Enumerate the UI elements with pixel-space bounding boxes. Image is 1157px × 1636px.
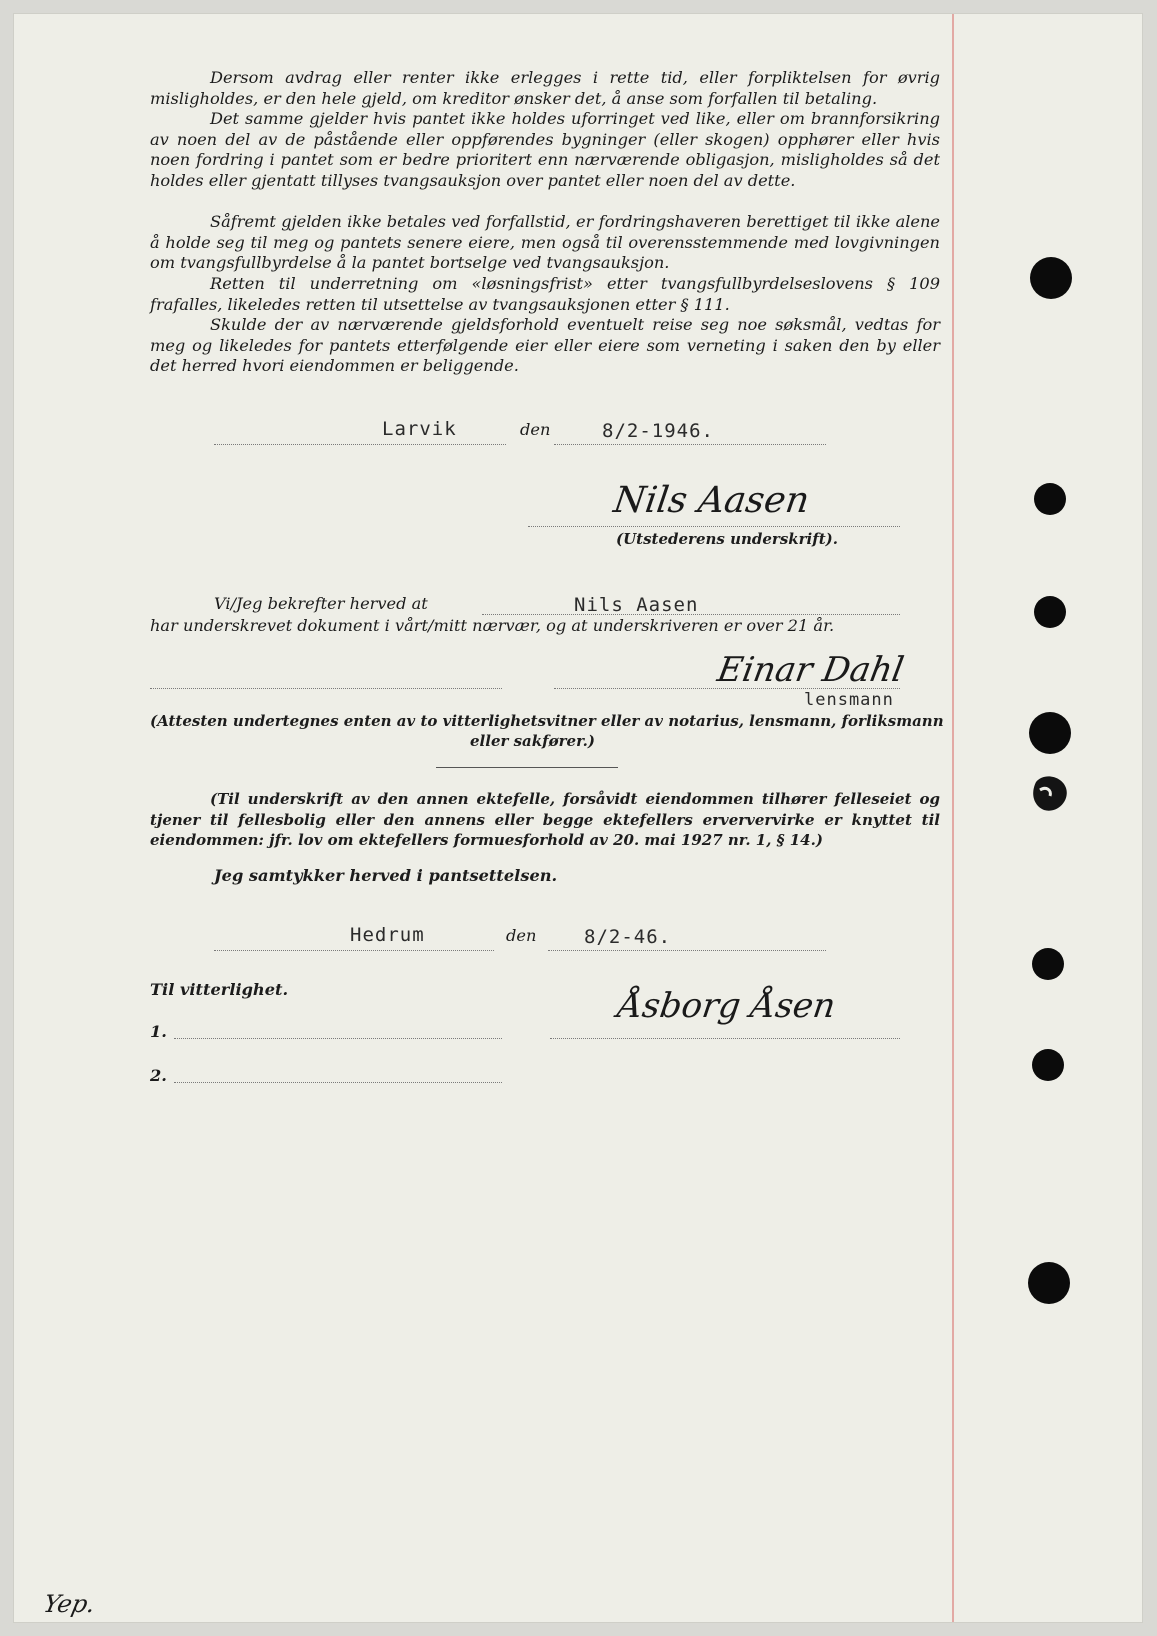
- margin-rule: [952, 14, 954, 1622]
- witness-2-line: [174, 1082, 502, 1083]
- issuer-signature: Nils Aasen: [611, 480, 812, 521]
- section-divider: [436, 767, 618, 768]
- witness-signature: Einar Dahl: [714, 650, 907, 690]
- paragraph-venue: Skulde der av nærværende gjeldsforhold eventuelt reise seg noe søksmål, vedtas for meg og likeledes for pantets etterfølgende eier eller eiere som verneting i saken den by eller det herred hvori eiendommen er beliggende.: [150, 315, 940, 376]
- confirm-statement: har underskrevet dokument i vårt/mitt nærvær, og at underskriveren er over 21 år.: [150, 616, 835, 635]
- paragraph-enforcement: Såfremt gjelden ikke betales ved forfallstid, er fordringshaveren berettiget til ikke alene å holde seg til meg og pantets senere eiere, men også til overensstemmende med lovgivningen om tvangsfullbyrdelse å la pantet bortselge ved tvangsauksjon.: [150, 212, 940, 273]
- place-field: Larvik: [382, 418, 457, 440]
- witness-1-label: 1.: [150, 1022, 167, 1041]
- date-line: [554, 444, 826, 445]
- spouse-note: (Til underskrift av den annen ektefelle, forsåvidt eiendommen tilhører felleseiet og tjener til fellesbolig eller den annens eller begge ektefellers erververvirke er knyttet til eiendommen: jfr. lov om ektefellers formuesforhold av 20. mai 1927 nr. 1, § 14.): [150, 790, 940, 850]
- witness-2-label: 2.: [150, 1066, 167, 1085]
- witness-1-line: [174, 1038, 502, 1039]
- date-field: 8/2-1946.: [602, 420, 714, 442]
- punch-hole: [1032, 948, 1064, 980]
- punch-hole: [1028, 1262, 1070, 1304]
- place2-field: Hedrum: [350, 924, 425, 946]
- spouse-signature-line: [550, 1038, 900, 1039]
- paragraph-notice: Retten til underretning om «løsningsfrist» etter tvangsfullbyrdelseslovens § 109 frafalles, likeledes retten til utsettelse av tvangsauksjonen etter § 111.: [150, 274, 940, 314]
- confirm-prefix: Vi/Jeg bekrefter herved at: [214, 594, 428, 613]
- witness-heading: Til vitterlighet.: [150, 980, 289, 999]
- torn-hole-mark: [1022, 770, 1078, 820]
- paragraph-default: Dersom avdrag eller renter ikke erlegges i rette tid, eller forpliktelsen for øvrig misligholdes, er den hele gjeld, om kreditor ønsker det, å anse som forfallen til betaling.: [150, 68, 940, 108]
- place-line: [214, 444, 506, 445]
- den2-label: den: [506, 926, 537, 945]
- date2-field: 8/2-46.: [584, 926, 672, 948]
- punch-hole: [1032, 1049, 1064, 1081]
- signature-line: [528, 526, 900, 527]
- date2-line: [548, 950, 826, 951]
- spouse-signature: Åsborg Åsen: [615, 986, 838, 1026]
- issuer-signature-caption: (Utstederens underskrift).: [616, 530, 838, 548]
- punch-hole: [1030, 257, 1072, 299]
- witness-line-right: [554, 688, 900, 689]
- consent-statement: Jeg samtykker herved i pantsettelsen.: [214, 866, 558, 885]
- punch-hole: [1034, 483, 1066, 515]
- witness-title: lensmann: [804, 690, 894, 710]
- paragraph-insurance: Det samme gjelder hvis pantet ikke holdes uforringet ved like, eller om brannforsikring av noen del av de påstående eller oppførendes bygninger (eller skogen) opphører eller hvis noen fordring i pantet som er bedre prioritert enn nærværende obligasjon, misligholdes så det holdes eller gjentatt tillyses tvangsauksjon over pantet eller noen del av dette.: [150, 109, 940, 190]
- attest-note-line2: eller sakfører.): [470, 732, 595, 750]
- document-page: [14, 14, 1142, 1622]
- margin-initials: Yep.: [41, 1590, 98, 1618]
- den-label: den: [520, 420, 551, 439]
- punch-hole: [1034, 596, 1066, 628]
- witness-line-left: [150, 688, 502, 689]
- confirm-name-field: Nils Aasen: [574, 594, 699, 616]
- place2-line: [214, 950, 494, 951]
- attest-note-line1: (Attesten undertegnes enten av to vitterlighetsvitner eller av notarius, lensmann, forliksmann: [150, 712, 944, 730]
- punch-hole: [1029, 712, 1071, 754]
